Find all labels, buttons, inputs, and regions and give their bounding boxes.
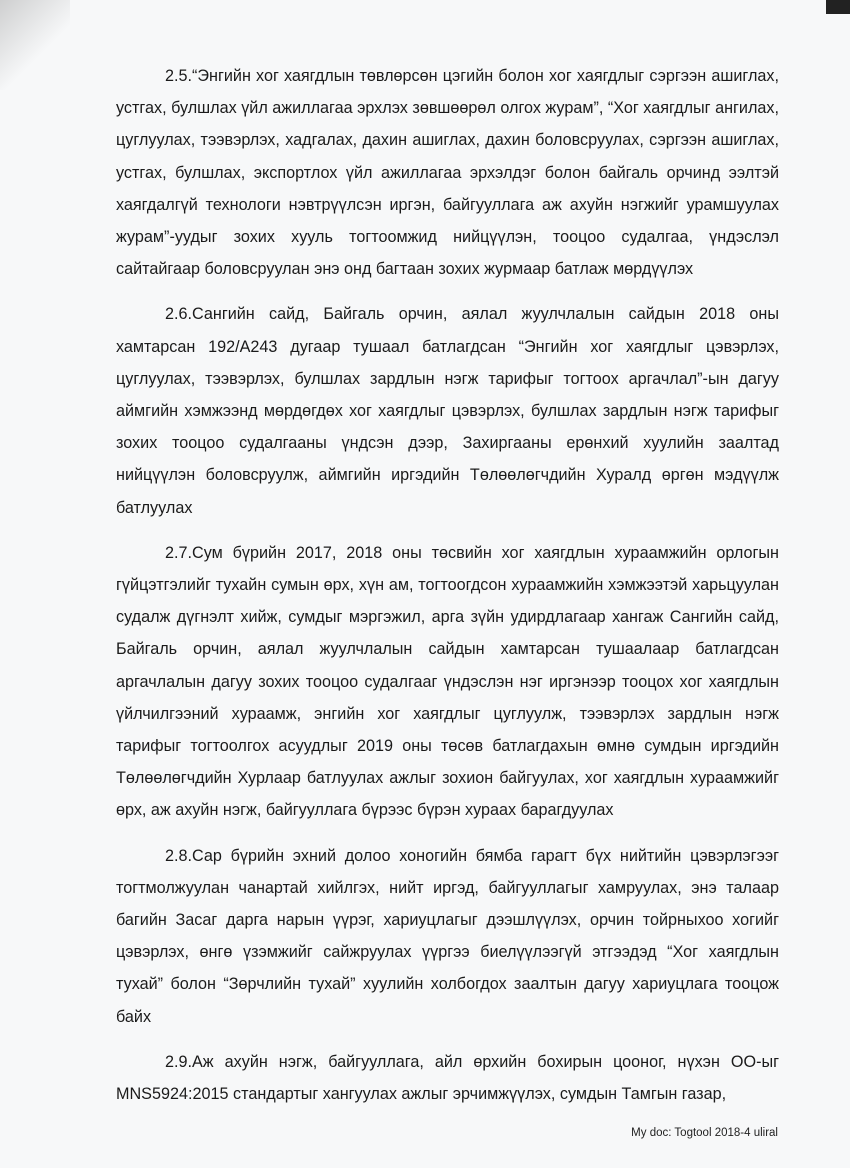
paragraph-2-6: 2.6.Сангийн сайд, Байгаль орчин, аялал жуулчлалын сайдын 2018 оны хамтарсан 192/А243 дугаар тушаал батлагдсан “Энгийн хог хаягдлыг цэвэрлэх, цуглуулах, тээвэрлэх, булшлах зардлын нэгж тарифыг тогтоох аргачлал”-ын дагуу аймгийн хэмжээнд мөрдөгдөх хог хаягдлыг цэвэрлэх, булшлах зардлын нэгж тарифыг зохих тооцоо судалгааны үндсэн дээр, Захиргааны ерөнхий хуулийн заалтад нийцүүлэн боловсруулж, аймгийн иргэдийн Төлөөлөгчдийн Хуралд өргөн мэдүүлж батлуулах bbox=[116, 305, 779, 517]
document-body bbox=[116, 60, 779, 1123]
page-footer: My doc: Togtool 2018-4 uliral bbox=[631, 1127, 778, 1139]
page-corner-shadow bbox=[0, 0, 70, 90]
scan-edge bbox=[826, 0, 850, 14]
paragraph-2-7: 2.7.Сум бүрийн 2017, 2018 оны төсвийн хог хаягдлын хураамжийн орлогын гүйцэтгэлийг тухайн сумын өрх, хүн ам, тогтоогдсон хураамжийн хэмжээтэй харьцуулан судалж дүгнэлт хийж, сумдыг мэргэжил, арга зүйн удирдлагаар хангаж Сангийн сайд, Байгаль орчин, аялал жуулчлалын сайдын хамтарсан тушаалаар батлагдсан аргачлалын дагуу зохих тооцоо судалгааг үндэслэн нэг иргэнээр тооцох хог хаягдлын үйлчилгээний хураамж, энгийн хог хаягдлыг цуглуулж, тээвэрлэх зардлын нэгж тарифыг тогтоолгох асуудлыг 2019 оны төсөв батлагдахын өмнө сумдын иргэдийн Төлөөлөгчдийн Хурлаар батлуулах ажлыг зохион байгуулах, хог хаягдлын хураамжийг өрх, аж ахуйн нэгж, байгууллага бүрээс бүрэн хураах барагдуулах bbox=[116, 543, 779, 820]
paragraph-2-5: 2.5.“Энгийн хог хаягдлын төвлөрсөн цэгийн болон хог хаягдлыг сэргээн ашиглах, устгах, булшлах үйл ажиллагаа эрхлэх зөвшөөрөл олгох журам”, “Хог хаягдлыг ангилах, цуглуулах, тээвэрлэх, хадгалах, дахин ашиглах, дахин боловсруулах, сэргээн ашиглах, устгах, булшлах, экспортлох үйл ажиллагаа эрхэлдэг болон байгаль орчинд ээлтэй хаягдалгүй технологи нэвтрүүлсэн иргэн, байгууллага аж ахуйн нэгжийг урамшуулах журам”-уудыг зохих хууль тогтоомжид нийцүүлэн, тооцоо судалгаа, үндэслэл сайтайгаар боловсруулан энэ онд багтаан зохих журмаар батлаж мөрдүүлэх bbox=[116, 67, 779, 279]
paragraph-2-9: 2.9.Аж ахуйн нэгж, байгууллага, айл өрхийн бохирын цооног, нүхэн ОО-ыг MNS5924:2015 стандартыг хангуулах ажлыг эрчимжүүлэх, сумдын Тамгын газар, bbox=[116, 1052, 779, 1104]
paragraph-2-8: 2.8.Сар бүрийн эхний долоо хоногийн бямба гарагт бүх нийтийн цэвэрлэгээг тогтмолжуулан чанартай хийлгэх, нийт иргэд, байгууллагыг хамруулах, энэ талаар багийн Засаг дарга нарын үүрэг, хариуцлагыг дээшлүүлэх, орчин тойрныхоо хогийг цэвэрлэх, өнгө үзэмжийг сайжруулах үүргээ биелүүлээгүй этгээдэд “Хог хаягдлын тухай” болон “Зөрчлийн тухай” хуулийн холбогдох заалтын дагуу хариуцлага тооцож байх bbox=[116, 846, 779, 1026]
